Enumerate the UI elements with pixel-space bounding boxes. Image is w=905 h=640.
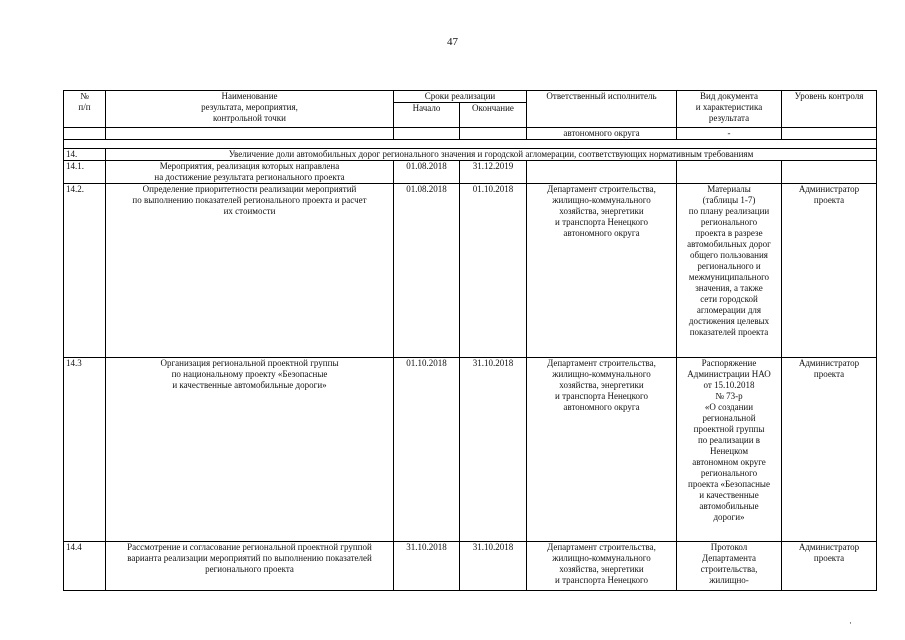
row-responsible: Департамент строительства, жилищно-коммунального хозяйства, энергетики и транспорта Ненецкого автономного округа (527, 184, 677, 358)
row-end: 31.12.2019 (460, 161, 527, 184)
row-responsible: Департамент строительства, жилищно-коммунального хозяйства, энергетики и транспорта Ненецкого автономного округа (527, 358, 677, 542)
row-level: Администратор проекта (782, 184, 877, 358)
table-row (64, 542, 877, 591)
row-level: Администратор проекта (782, 358, 877, 542)
carry-end (460, 128, 527, 140)
table-row (64, 358, 877, 542)
carry-doc: - (677, 128, 782, 140)
row-name: Рассмотрение и согласование региональной проектной группой варианта реализации мероприятий по выполнению показателей регионального проекта (106, 542, 394, 591)
header-num: № п/п (64, 91, 106, 128)
row-end: 01.10.2018 (460, 184, 527, 358)
row-start: 01.08.2018 (394, 161, 460, 184)
header-doc: Вид документа и характеристика результата (677, 91, 782, 128)
row-num: 14.3 (64, 358, 106, 542)
header-start: Начало (394, 103, 460, 128)
row-start: 31.10.2018 (394, 542, 460, 591)
row-doc: Протокол Департамента строительства, жилищно- (677, 542, 782, 591)
row-responsible (527, 161, 677, 184)
row-name: Мероприятия, реализация которых направлена на достижение результата регионального проекта (106, 161, 394, 184)
row-start: 01.10.2018 (394, 358, 460, 542)
table-row (64, 184, 877, 358)
row-doc: Распоряжение Администрации НАО от 15.10.2018 № 73-р «О создании региональной проектной группы по реализации в Ненецком автономном округе регионального проекта «Безопасные и качественные автомобильные дороги» (677, 358, 782, 542)
header-level: Уровень контроля (782, 91, 877, 128)
row-num: 14.2. (64, 184, 106, 358)
header-responsible: Ответственный исполнитель (527, 91, 677, 128)
row-end: 31.10.2018 (460, 542, 527, 591)
carry-responsible: автономного округа (527, 128, 677, 140)
header-row-1 (64, 91, 877, 103)
section-row (64, 149, 877, 161)
section-num: 14. (64, 149, 106, 161)
section-title: Увеличение доли автомобильных дорог регионального значения и городской агломерации, соответствующих нормативным требованиям (106, 149, 877, 161)
carry-name (106, 128, 394, 140)
row-doc (677, 161, 782, 184)
control-points-table (63, 90, 877, 591)
row-level: Администратор проекта (782, 542, 877, 591)
corner-mark: · (849, 618, 852, 628)
carry-over-row (64, 128, 877, 140)
carry-num (64, 128, 106, 140)
row-num: 14.4 (64, 542, 106, 591)
spacer-cell (64, 140, 877, 149)
spacer-row (64, 140, 877, 149)
row-level (782, 161, 877, 184)
header-end: Окончание (460, 103, 527, 128)
page-number: 47 (447, 36, 458, 48)
row-doc: Материалы (таблицы 1-7) по плану реализации регионального проекта в разрезе автомобильных дорог общего пользования регионального и межмуниципального значения, а также сети городской агломерации для достижения целевых показателей проекта (677, 184, 782, 358)
row-start: 01.08.2018 (394, 184, 460, 358)
row-end: 31.10.2018 (460, 358, 527, 542)
table-row (64, 161, 877, 184)
header-name: Наименование результата, мероприятия, контрольной точки (106, 91, 394, 128)
carry-level (782, 128, 877, 140)
row-name: Определение приоритетности реализации мероприятий по выполнению показателей регионального проекта и расчет их стоимости (106, 184, 394, 358)
row-responsible: Департамент строительства, жилищно-коммунального хозяйства, энергетики и транспорта Ненецкого (527, 542, 677, 591)
row-num: 14.1. (64, 161, 106, 184)
row-name: Организация региональной проектной группы по национальному проекту «Безопасные и качественные автомобильные дороги» (106, 358, 394, 542)
carry-start (394, 128, 460, 140)
header-terms: Сроки реализации (394, 91, 527, 103)
